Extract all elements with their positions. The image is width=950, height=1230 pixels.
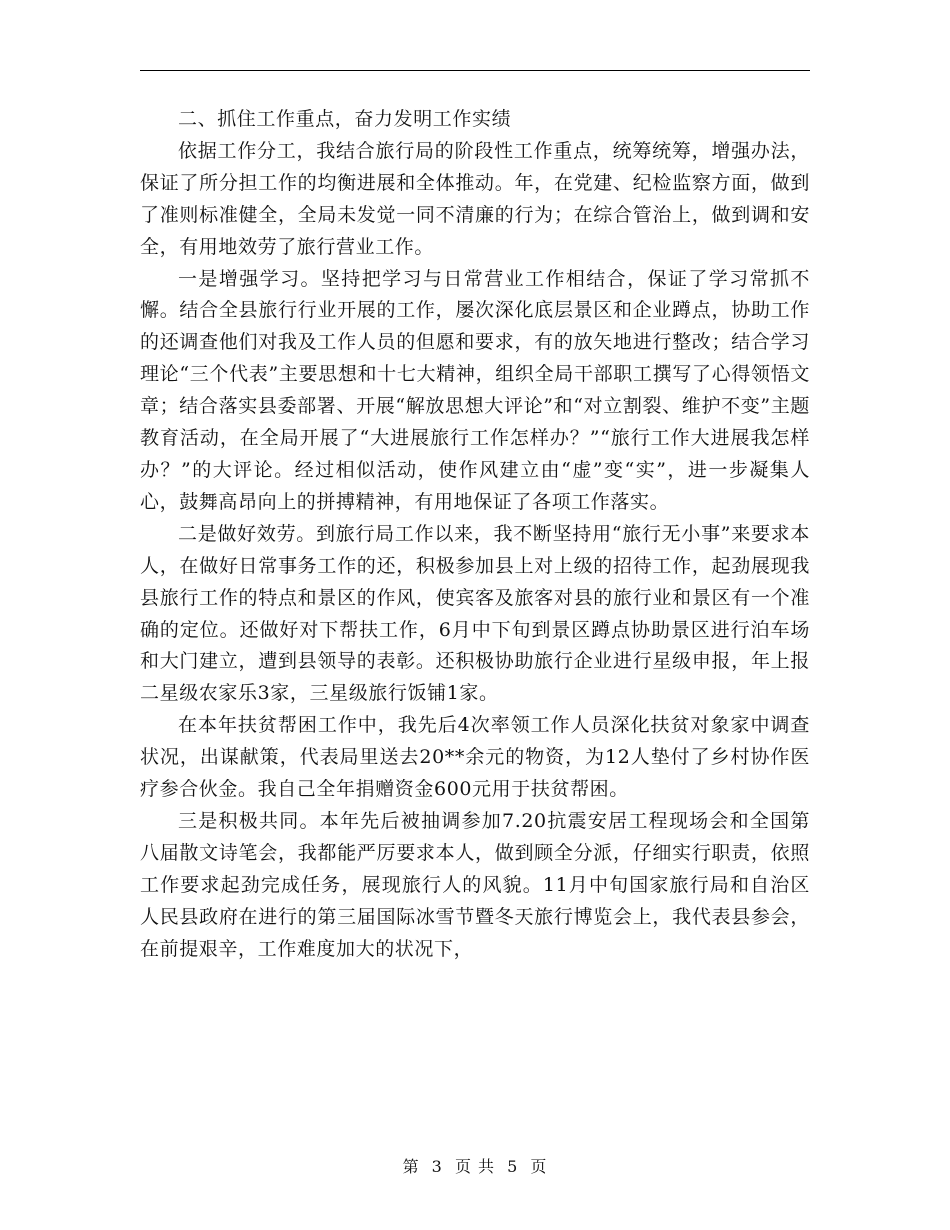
footer-total-pages: 5 <box>507 1157 519 1176</box>
paragraph-cooperation: 三是积极共同。本年先后被抽调参加7.20抗震安居工程现场会和全国第八届散文诗笔会，我都能严厉要求本人，做到顾全分派，仔细实行职责，依照工作要求起劲完成任务，展现旅行人的风貌。11月中旬国家旅行局和自治区人民县政府在进行的第三届国际冰雪节暨冬天旅行博览会上，我代表县参会，在前提艰辛，工作难度加大的状况下， <box>140 809 810 960</box>
section-heading: 二、抓住工作重点，奋力发明工作实绩 <box>178 108 512 130</box>
paragraph-poverty-aid: 在本年扶贫帮困工作中，我先后4次率领工作人员深化扶贫对象家中调查状况，出谋献策，代表局里送去20**余元的物资，为12人垫付了乡村协作医疗参合伙金。我自己全年捐赠资金600元用于扶贫帮困。 <box>140 714 810 801</box>
paragraph-intro: 依据工作分工，我结合旅行局的阶段性工作重点，统筹统筹，增强办法，保证了所分担工作的均衡进展和全体推动。年，在党建、纪检监察方面，做到了准则标准健全，全局未发觉一同不清廉的行为；在综合管治上，做到调和安全，有用地效劳了旅行营业工作。 <box>140 139 810 258</box>
footer-suffix: 页 <box>530 1157 548 1176</box>
footer-middle: 页 共 <box>454 1157 496 1176</box>
footer-page-number: 3 <box>431 1157 443 1176</box>
footer-prefix: 第 <box>402 1157 420 1176</box>
paragraph-service: 二是做好效劳。到旅行局工作以来，我不断坚持用“旅行无小事”来要求本人，在做好日常事务工作的还，积极参加县上对上级的招待工作，起劲展现我县旅行工作的特点和景区的作风，使宾客及旅客对县的旅行业和景区有一个准确的定位。还做好对下帮扶工作，6月中下旬到景区蹲点协助景区进行泊车场和大门建立，遭到县领导的表彰。还积极协助旅行企业进行星级申报，年上报二星级农家乐3家，三星级旅行饭铺1家。 <box>140 522 810 705</box>
document-body <box>140 104 810 965</box>
header-rule <box>140 70 810 71</box>
paragraph-study: 一是增强学习。坚持把学习与日常营业工作相结合，保证了学习常抓不懈。结合全县旅行行业开展的工作，屡次深化底层景区和企业蹲点，协助工作的还调查他们对我及工作人员的但愿和要求，有的放矢地进行整改；结合学习理论“三个代表”主要思想和十七大精神，组织全局干部职工撰写了心得领悟文章；结合落实县委部署、开展“解放思想大评论”和“对立割裂、维护不变”主题教育活动，在全局开展了“大进展旅行工作怎样办？”“旅行工作大进展我怎样办？”的大评论。经过相似活动，使作风建立由“虚”变“实”，进一步凝集人心，鼓舞高昂向上的拼搏精神，有用地保证了各项工作落实。 <box>140 267 810 513</box>
page-footer <box>0 1154 950 1177</box>
